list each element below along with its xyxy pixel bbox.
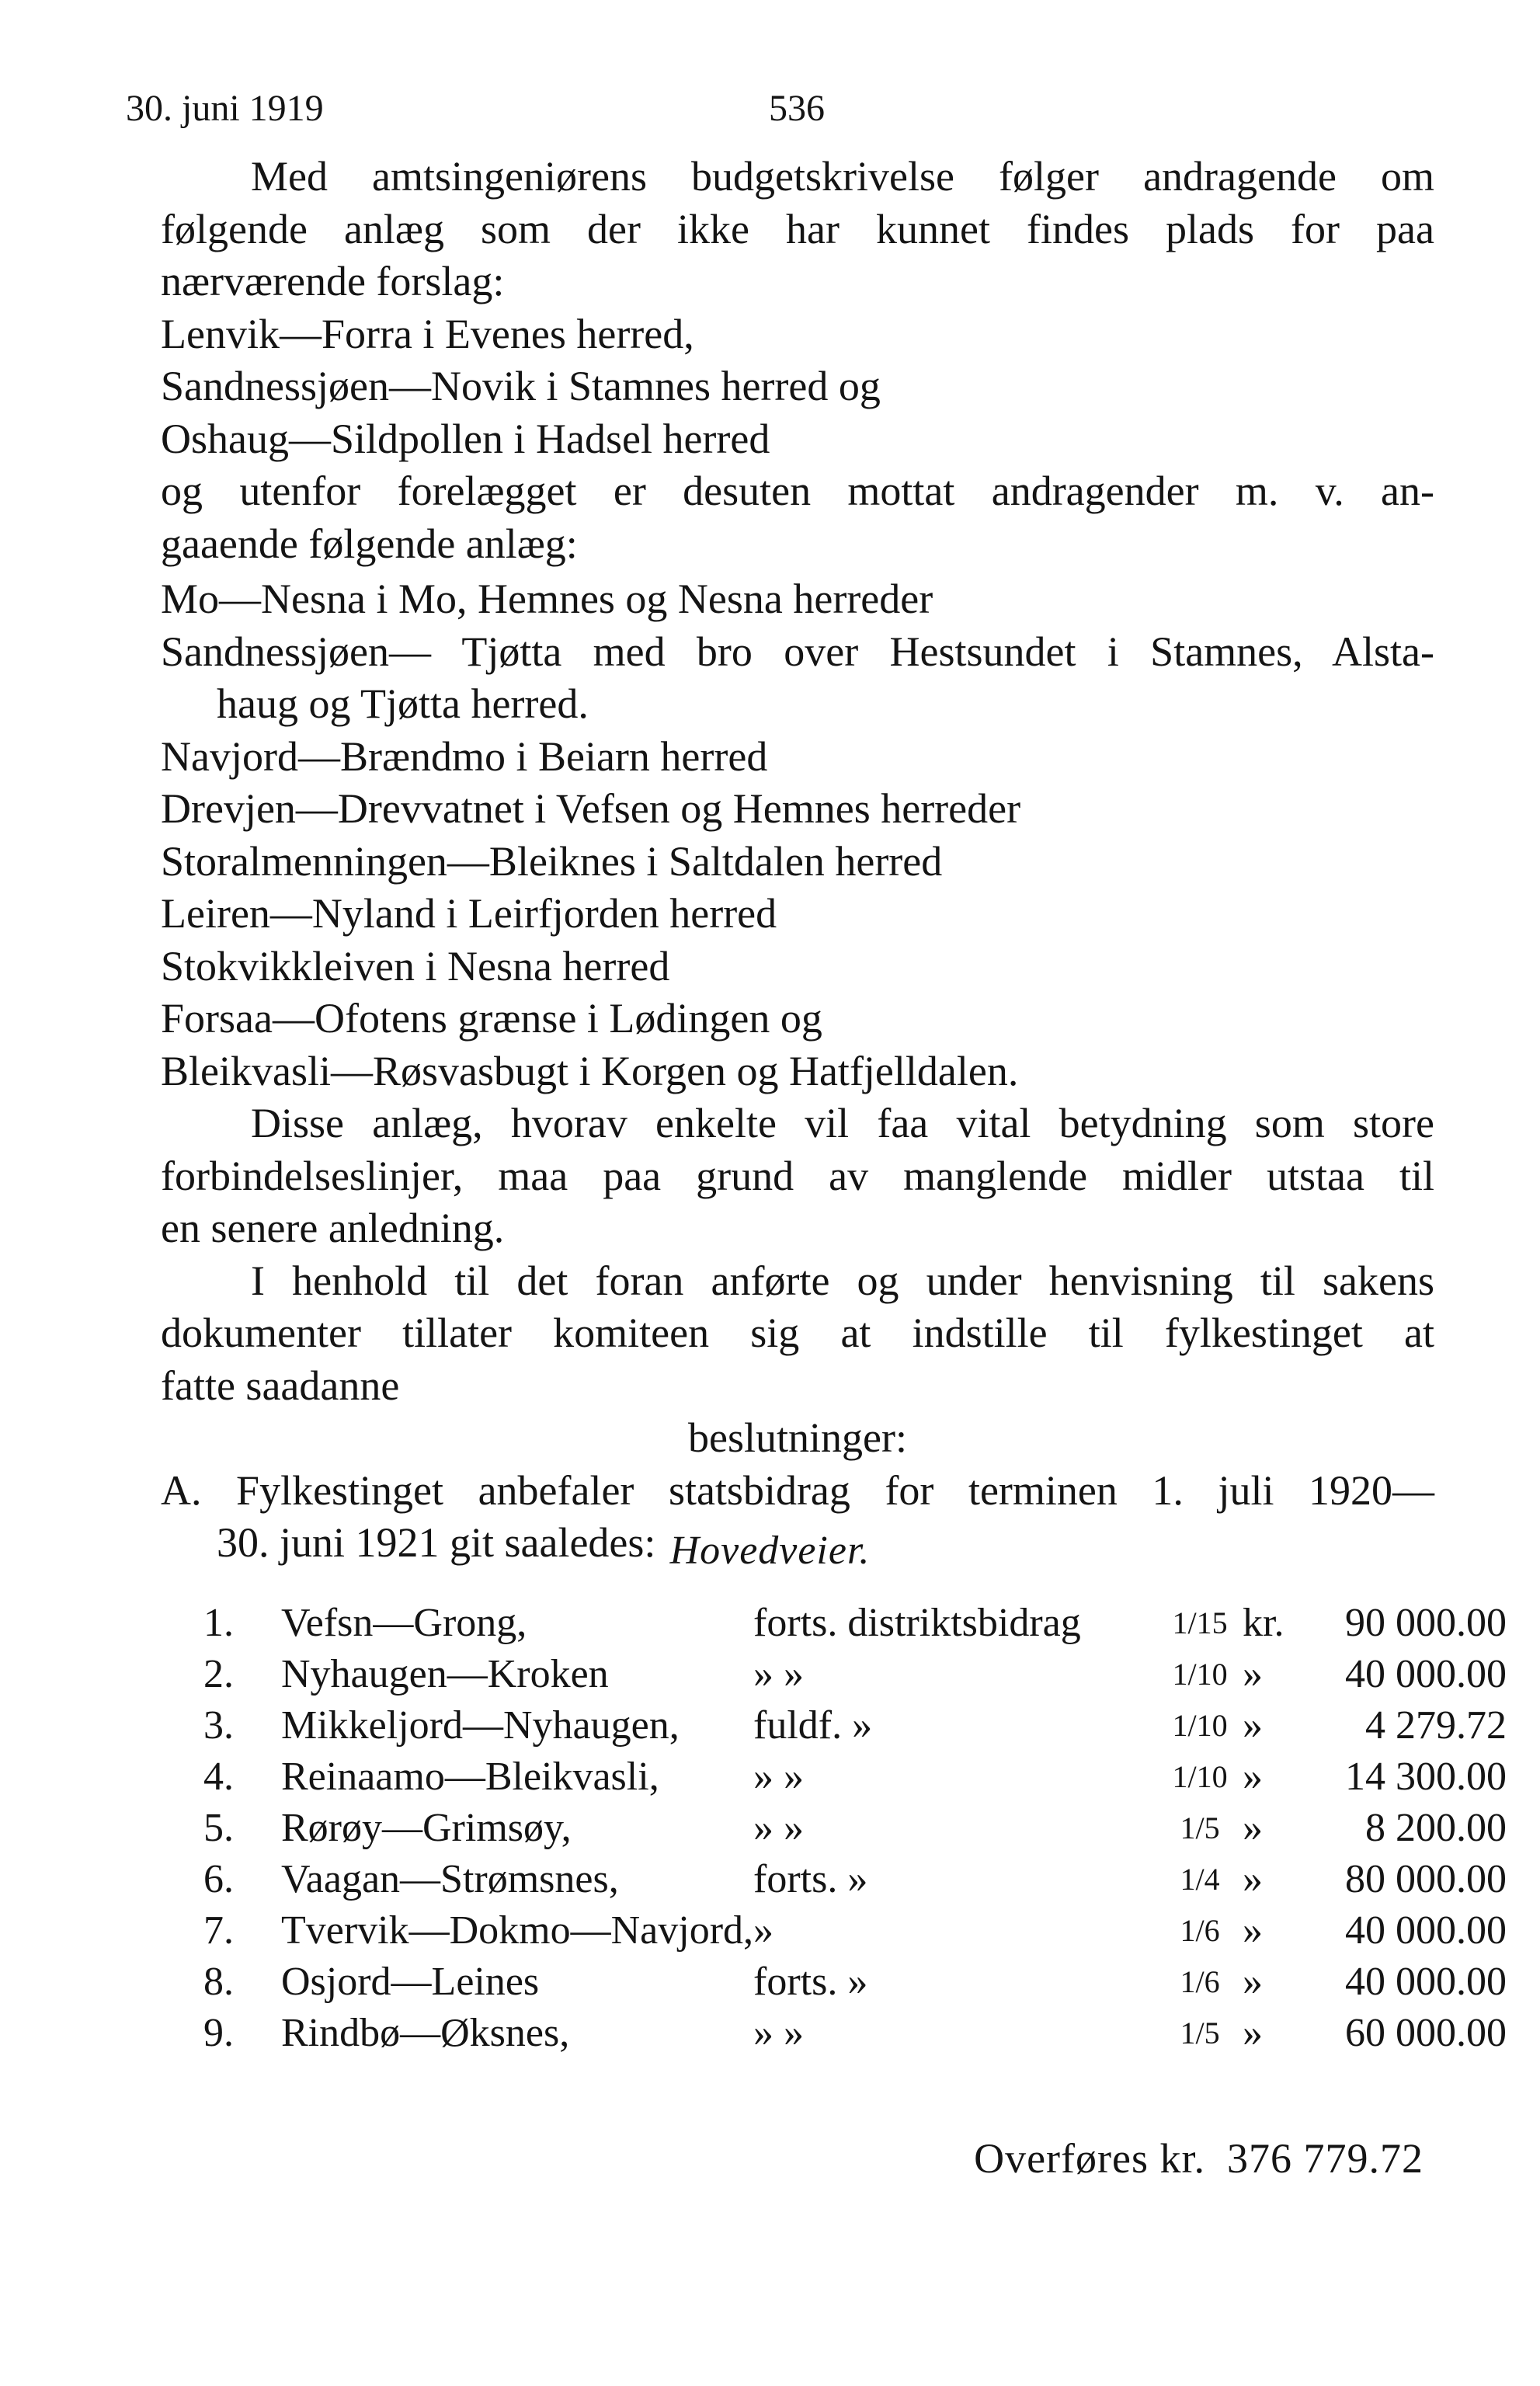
item-kind: » » [753, 1805, 805, 1850]
route-line: Forsaa—Ofotens grænse i Lødingen og [161, 995, 822, 1042]
item-unit: » [1243, 1908, 1264, 1953]
item-route: Reinaamo—Bleikvasli, [281, 1754, 659, 1799]
item-number: 2. [203, 1651, 234, 1696]
text-line: forbindelseslinjer, maa paa grund av manglende midler utstaa til [161, 1152, 1434, 1199]
item-unit: » [1243, 1959, 1264, 2004]
item-fraction: 1/4 [1180, 1861, 1220, 1897]
text-line: gaaende følgende anlæg: [161, 520, 578, 567]
item-unit: » [1243, 1703, 1264, 1748]
table-row [203, 1904, 1507, 1956]
item-unit: kr. [1243, 1600, 1284, 1645]
carry-over-label: Overføres kr. [974, 2135, 1205, 2182]
table-row [203, 1751, 1507, 1802]
body-text [161, 151, 1434, 1570]
table-row [203, 1597, 1507, 1648]
route-line: Sandnessjøen— Tjøtta med bro over Hestsundet i Stamnes, Alsta- [161, 628, 1434, 675]
item-route: Rindbø—Øksnes, [281, 2010, 570, 2055]
header-date: 30. juni 1919 [126, 88, 324, 129]
item-route: Osjord—Leines [281, 1959, 540, 2004]
item-amount: 40 000.00 [1345, 1908, 1507, 1953]
text-line: følgende anlæg som der ikke har kunnet findes plads for paa [161, 205, 1434, 252]
text-line: Disse anlæg, hvorav enkelte vil faa vital betydning som store [251, 1100, 1434, 1146]
table-row [203, 1853, 1507, 1904]
item-fraction: 1/5 [1180, 2015, 1220, 2050]
route-line: Leiren—Nyland i Leirfjorden herred [161, 890, 777, 937]
text-line: nærværende forslag: [161, 258, 505, 304]
item-route: Nyhaugen—Kroken [281, 1651, 609, 1696]
item-unit: » [1243, 1651, 1264, 1696]
beslutninger-heading: beslutninger: [688, 1414, 907, 1461]
item-unit: » [1243, 2010, 1264, 2055]
item-amount: 60 000.00 [1345, 2010, 1507, 2055]
text-line: og utenfor forelægget er desuten mottat andragender m. v. an- [161, 468, 1434, 514]
item-amount: 40 000.00 [1345, 1651, 1507, 1696]
item-kind: » » [753, 1754, 805, 1799]
item-number: 9. [203, 2010, 234, 2055]
item-unit: » [1243, 1805, 1264, 1850]
item-route: Vaagan—Strømsnes, [281, 1856, 619, 1901]
item-kind: » » [753, 2010, 805, 2055]
item-fraction: 1/5 [1180, 1810, 1220, 1845]
item-amount: 8 200.00 [1365, 1805, 1507, 1850]
item-fraction: 1/10 [1172, 1758, 1228, 1794]
table-row [203, 1956, 1507, 2007]
table-row [203, 1802, 1507, 1853]
item-kind: forts. distriktsbidrag [753, 1600, 1081, 1645]
item-fraction: 1/15 [1172, 1605, 1228, 1640]
text-line: en senere anledning. [161, 1205, 505, 1251]
item-number: 6. [203, 1856, 234, 1901]
item-number: 8. [203, 1959, 234, 2004]
item-number: 3. [203, 1703, 234, 1748]
item-unit: » [1243, 1754, 1264, 1799]
item-route: Tvervik—Dokmo—Navjord, [281, 1908, 754, 1953]
carry-over-line [952, 2134, 1424, 2183]
route-line: Lenvik—Forra i Evenes herred, [161, 310, 694, 357]
item-number: 5. [203, 1805, 234, 1850]
item-fraction: 1/10 [1172, 1656, 1228, 1692]
route-line: Stokvikkleiven i Nesna herred [161, 942, 670, 990]
text-line: Med amtsingeniørens budgetskrivelse følger andragende om [251, 153, 1434, 200]
item-amount: 80 000.00 [1345, 1856, 1507, 1901]
table-row [203, 1699, 1507, 1751]
route-line: Oshaug—Sildpollen i Hadsel herred [161, 415, 770, 462]
section-heading: Hovedveier. [669, 1529, 871, 1573]
route-line: Storalmenningen—Bleiknes i Saltdalen herred [161, 837, 943, 885]
resolution-line: A. Fylkestinget anbefaler statsbidrag for terminen 1. juli 1920— [161, 1466, 1434, 1514]
route-line: Sandnessjøen—Novik i Stamnes herred og [161, 363, 881, 409]
item-kind: » [753, 1908, 774, 1953]
route-line: Bleikvasli—Røsvasbugt i Korgen og Hatfjelldalen. [161, 1047, 1019, 1094]
text-line: fatte saadanne [161, 1362, 400, 1409]
item-amount: 40 000.00 [1345, 1959, 1507, 2004]
carry-over-amount: 376 779.72 [1227, 2135, 1424, 2182]
item-fraction: 1/6 [1180, 1912, 1220, 1948]
route-line: Drevjen—Drevvatnet i Vefsen og Hemnes herreder [161, 785, 1021, 832]
item-amount: 14 300.00 [1345, 1754, 1507, 1799]
item-amount: 90 000.00 [1345, 1600, 1507, 1645]
table-row [203, 2007, 1507, 2058]
item-route: Vefsn—Grong, [281, 1600, 527, 1645]
item-route: Rørøy—Grimsøy, [281, 1805, 572, 1850]
item-kind: forts. » [753, 1959, 868, 2004]
item-kind: » » [753, 1651, 805, 1696]
route-line: Navjord—Brændmo i Beiarn herred [161, 732, 768, 780]
item-number: 4. [203, 1754, 234, 1799]
grants-table [203, 1597, 1507, 2058]
table-row [203, 1648, 1507, 1699]
item-number: 1. [203, 1600, 234, 1645]
item-amount: 4 279.72 [1365, 1703, 1507, 1748]
text-line: I henhold til det foran anførte og under henvisning til sakens [251, 1257, 1434, 1304]
resolution-line: 30. juni 1921 git saaledes: [217, 1519, 656, 1566]
item-number: 7. [203, 1908, 234, 1953]
item-unit: » [1243, 1856, 1264, 1901]
item-kind: forts. » [753, 1856, 868, 1901]
text-line: dokumenter tillater komiteen sig at indstille til fylkestinget at [161, 1310, 1434, 1356]
item-fraction: 1/10 [1172, 1707, 1228, 1743]
page-number: 536 [769, 88, 825, 129]
route-line: Mo—Nesna i Mo, Hemnes og Nesna herreder [161, 576, 933, 622]
item-route: Mikkeljord—Nyhaugen, [281, 1703, 680, 1748]
item-fraction: 1/6 [1180, 1963, 1220, 1999]
item-kind: fuldf. » [753, 1703, 873, 1748]
route-line: haug og Tjøtta herred. [217, 680, 589, 727]
